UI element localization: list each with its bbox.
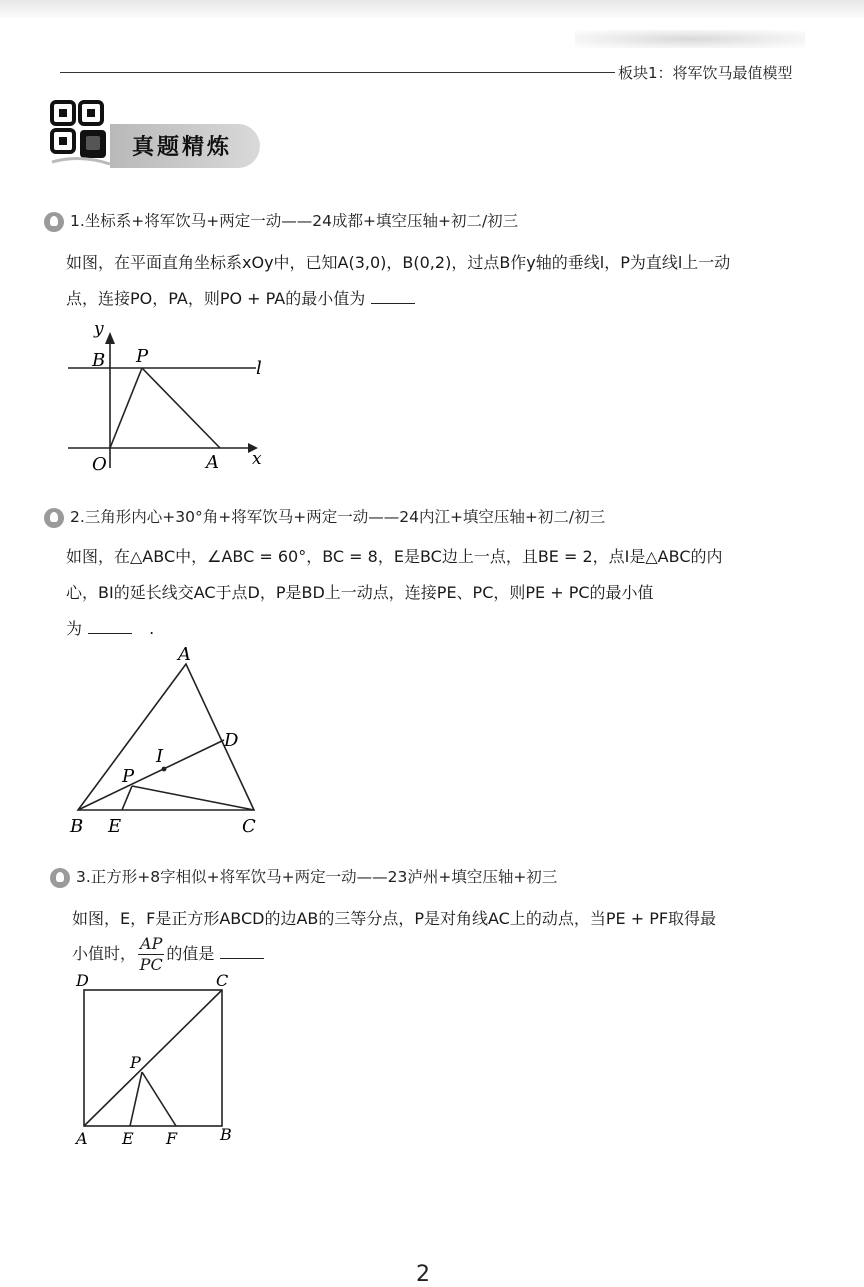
q1-heading	[44, 209, 518, 232]
segment-PO	[110, 368, 142, 448]
label-P: P	[122, 766, 135, 787]
label-A: A	[76, 1129, 88, 1148]
lightbulb-icon	[44, 212, 64, 232]
q2-line2: 心，BI的延长线交AC于点D，P是BD上一动点，连接PE、PC，则PE + PC的最小值	[66, 583, 654, 602]
label-E: E	[122, 1129, 134, 1148]
lightbulb-icon	[50, 868, 70, 888]
label-C: C	[242, 816, 256, 837]
q2-figure	[66, 642, 286, 842]
q3-line2-pre: 小值时，	[72, 944, 137, 963]
answer-blank	[88, 619, 132, 634]
q1-line1: 如图，在平面直角坐标系xOy中，已知A(3,0)，B(0,2)，过点B作y轴的垂线l，P为直线l上一动	[66, 253, 731, 272]
label-A: A	[206, 452, 219, 473]
answer-blank	[220, 944, 264, 959]
q2-line3-end: .	[149, 619, 155, 638]
label-P: P	[136, 346, 149, 367]
q2-heading	[44, 505, 605, 528]
point-I	[162, 767, 167, 772]
q2-heading-text: 2.三角形内心+30°角+将军饮马+两定一动——24内江+填空压轴+初二/初三	[70, 508, 606, 526]
q3-heading-text: 3.正方形+8字相似+将军饮马+两定一动——23泸州+填空压轴+初三	[76, 868, 558, 886]
q3-figure	[66, 968, 256, 1150]
label-I: I	[156, 746, 164, 767]
fraction-numerator: AP	[140, 934, 163, 953]
q3-line1: 如图，E，F是正方形ABCD的边AB的三等分点，P是对角线AC上的动点，当PE + PF取得最	[72, 909, 717, 928]
blurred-watermark	[575, 30, 805, 48]
label-F: F	[166, 1129, 178, 1148]
label-C: C	[216, 971, 229, 990]
label-D: D	[224, 730, 239, 751]
label-x: x	[252, 449, 262, 469]
q2-line3-text: 为	[66, 619, 83, 638]
segment-PF	[142, 1072, 176, 1126]
y-axis-arrow	[105, 332, 115, 344]
label-l: l	[256, 358, 262, 379]
label-y: y	[94, 319, 104, 339]
q1-line2-text: 点，连接PO，PA，则PO + PA的最小值为	[66, 289, 366, 308]
label-P: P	[130, 1053, 141, 1072]
q1-heading-text: 1.坐标系+将军饮马+两定一动——24成都+填空压轴+初二/初三	[70, 212, 519, 230]
label-B: B	[92, 350, 106, 371]
top-edge-shadow	[0, 0, 864, 18]
segment-PA	[142, 368, 220, 448]
segment-PC	[132, 786, 254, 810]
q3-heading	[50, 865, 557, 888]
q2-line1: 如图，在△ABC中，∠ABC = 60°，BC = 8，E是BC边上一点，且BE = 2，点I是△ABC的内	[66, 547, 723, 566]
label-A: A	[178, 644, 191, 665]
label-B: B	[220, 1125, 232, 1144]
q3-line2-post: 的值是	[166, 944, 215, 963]
label-D: D	[76, 971, 89, 990]
qr-grid-icon	[50, 98, 112, 168]
section-title: 真题精炼	[132, 134, 233, 160]
page-number: 2	[416, 1262, 430, 1287]
segment-PE	[130, 1072, 142, 1126]
q1-figure	[60, 318, 280, 478]
segment-PE	[122, 786, 132, 810]
diagonal-AC	[84, 990, 222, 1126]
lightbulb-icon	[44, 508, 64, 528]
q1-line2	[66, 282, 415, 316]
section-header: 板块1：将军饮马最值模型	[618, 64, 793, 82]
label-E: E	[108, 816, 122, 837]
label-O: O	[92, 454, 107, 475]
label-B: B	[70, 816, 84, 837]
header-rule	[60, 72, 615, 73]
fraction-denominator: PC	[139, 955, 163, 974]
q2-line3	[66, 612, 154, 646]
answer-blank	[371, 289, 415, 304]
